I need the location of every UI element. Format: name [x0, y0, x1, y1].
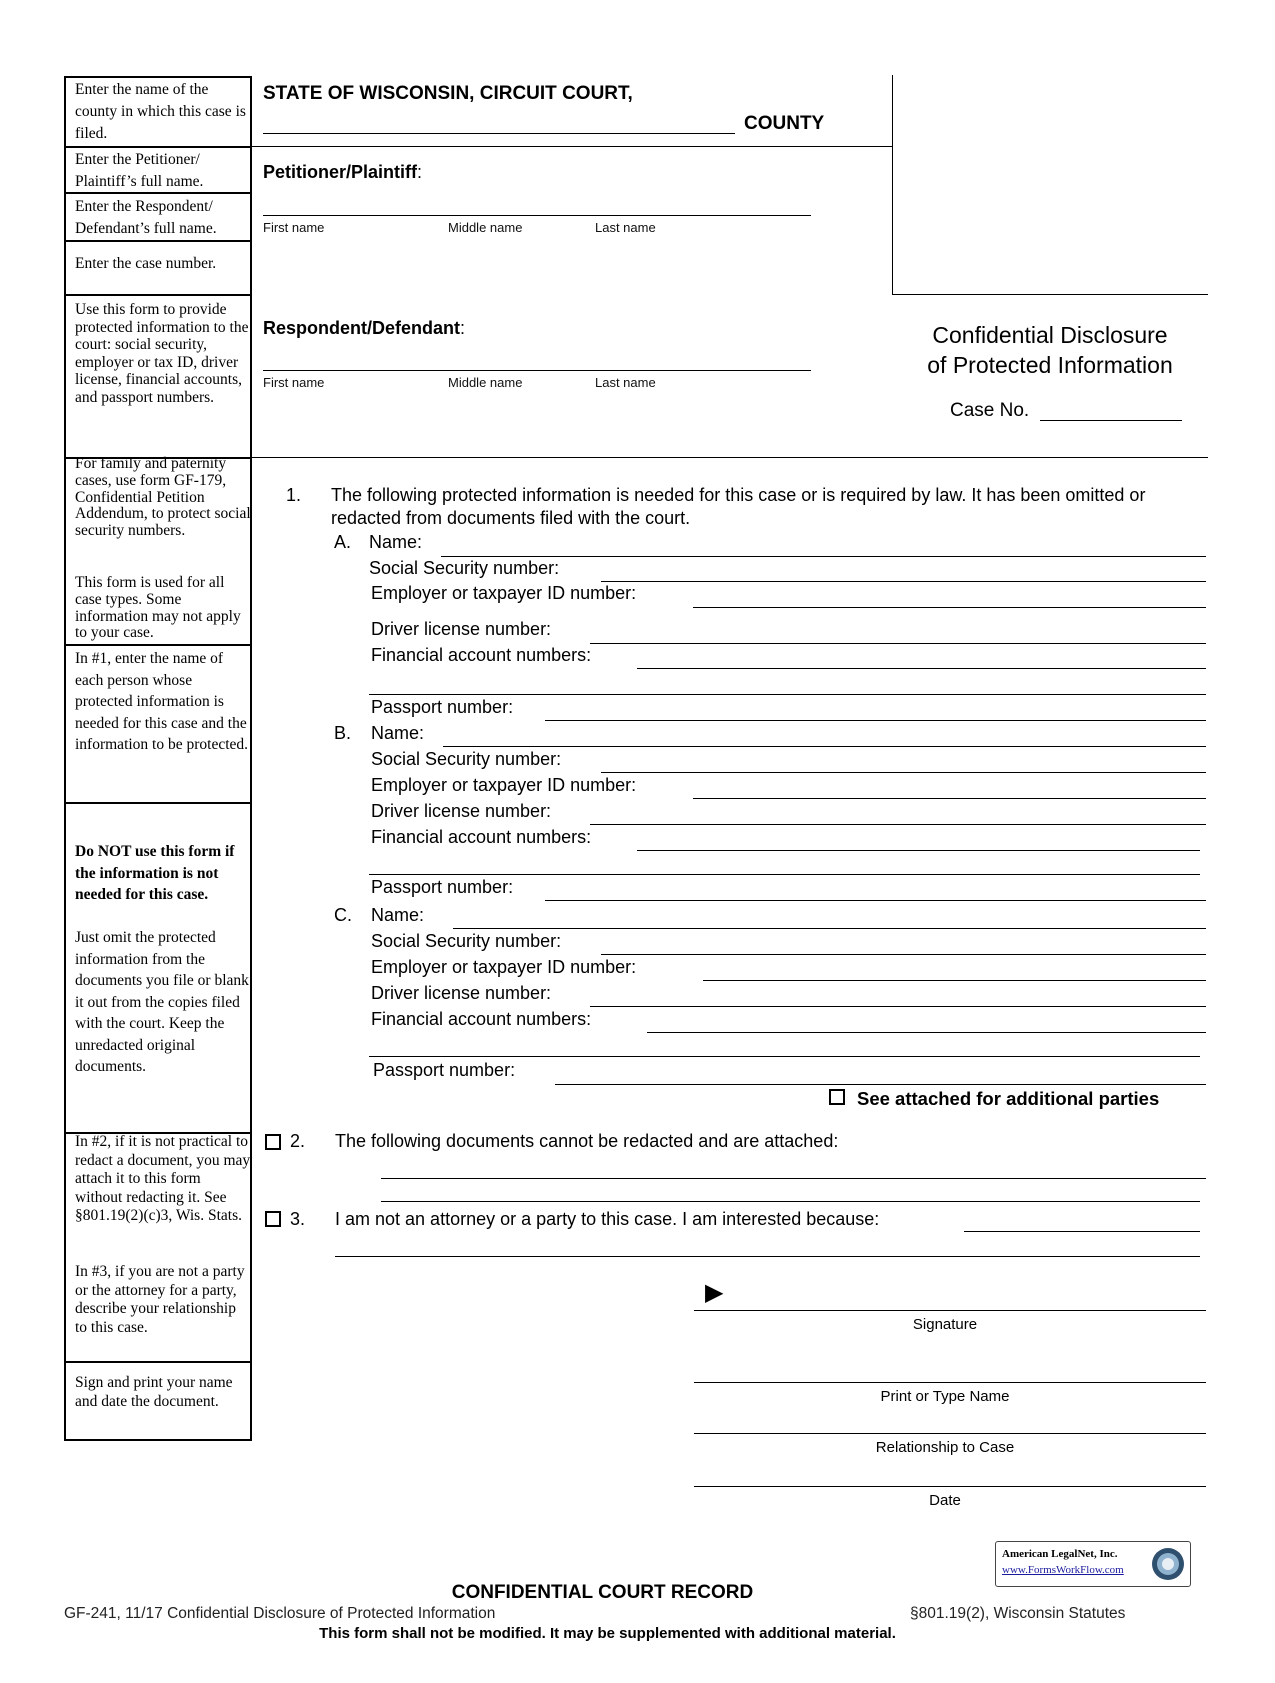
item2-line-1[interactable] — [381, 1178, 1206, 1179]
date-line[interactable] — [694, 1486, 1206, 1487]
globe-icon — [1150, 1546, 1186, 1582]
signature-arrow-icon: ▶ — [705, 1279, 724, 1306]
relationship-label: Relationship to Case — [875, 1439, 1015, 1456]
person-a-employer-label: Employer or taxpayer ID number: — [371, 583, 637, 603]
person-a-driver-line[interactable] — [590, 643, 1206, 644]
confidential-court-record: CONFIDENTIAL COURT RECORD — [451, 1582, 754, 1603]
person-c-letter: C. — [334, 905, 352, 925]
item3-text: I am not an attorney or a party to this case. I am interested because: — [335, 1209, 880, 1229]
person-c-driver-label: Driver license number: — [371, 983, 552, 1003]
case-no-input-line[interactable] — [1040, 420, 1182, 421]
item2-checkbox[interactable] — [265, 1134, 281, 1150]
publisher-logo — [995, 1541, 1191, 1587]
caption-vertical-rule — [892, 75, 893, 295]
person-c-name-label: Name: — [371, 905, 425, 925]
person-a-ssn-line[interactable] — [601, 581, 1206, 582]
item2-text: The following documents cannot be redacted and are attached: — [335, 1131, 839, 1151]
see-attached-checkbox[interactable] — [829, 1089, 845, 1105]
item2-number: 2. — [290, 1131, 306, 1151]
person-b-name-label: Name: — [371, 723, 425, 743]
petitioner-name-line[interactable] — [263, 215, 811, 216]
respondent-colon: : — [460, 318, 466, 338]
petitioner-first-name-label: First name — [263, 220, 325, 235]
respondent-name-line[interactable] — [263, 370, 811, 371]
item2-line-2[interactable] — [381, 1201, 1200, 1202]
sidebar-text-sign: Sign and print your name and date the document. — [75, 1374, 233, 1410]
respondent-middle-name-label: Middle name — [448, 375, 523, 390]
person-b-employer-line[interactable] — [693, 798, 1206, 799]
petitioner-label-text: Petitioner/Plaintiff — [263, 162, 418, 182]
county-input-line[interactable] — [263, 133, 735, 134]
sidebar-text-omit: Just omit the protected information from the documents you file or blank it out from the copies filed with the court. Keep the unredacted original documents. — [75, 929, 249, 1075]
person-b-letter: B. — [334, 723, 352, 743]
sidebar-text-purpose: Use this form to provide protected information to the court: social security, employer or tax ID, driver license, financial accounts, and passport numbers. — [75, 301, 249, 406]
person-b-ssn-line[interactable] — [601, 772, 1206, 773]
court-heading: STATE OF WISCONSIN, CIRCUIT COURT, — [263, 83, 633, 104]
relationship-line[interactable] — [694, 1433, 1206, 1434]
item3-number: 3. — [290, 1209, 306, 1229]
sidebar-text-petitioner: Enter the Petitioner/ Plaintiff’s full name. — [75, 151, 204, 190]
respondent-first-name-label: First name — [263, 375, 325, 390]
person-b-name-line[interactable] — [443, 746, 1206, 747]
sidebar-text-family: For family and paternity cases, use form GF-179, Confidential Petition Addendum, to protect social security numbers. — [75, 455, 251, 540]
respondent-last-name-label: Last name — [595, 375, 656, 390]
person-c-employer-label: Employer or taxpayer ID number: — [371, 957, 637, 977]
form-id: GF-241, 11/17 Confidential Disclosure of Protected Information — [64, 1605, 496, 1622]
sidebar-text-respondent: Enter the Respondent/ Defendant’s full name. — [75, 198, 217, 237]
sidebar-text-item3: In #3, if you are not a party or the attorney for a party, describe your relationship to this case. — [75, 1263, 245, 1336]
person-c-ssn-line[interactable] — [601, 954, 1206, 955]
person-a-driver-label: Driver license number: — [371, 619, 552, 639]
person-a-ssn-label: Social Security number: — [369, 558, 560, 578]
person-b-financial-line-2[interactable] — [369, 874, 1200, 875]
form-title-line1: Confidential Disclosure — [932, 322, 1168, 348]
county-label: COUNTY — [744, 113, 825, 134]
person-a-letter: A. — [334, 532, 352, 552]
petitioner-label — [263, 162, 422, 183]
person-c-financial-line-1[interactable] — [647, 1032, 1206, 1033]
person-c-driver-line[interactable] — [590, 1006, 1206, 1007]
see-attached-label: See attached for additional parties — [857, 1088, 1160, 1109]
caption-rule-1 — [252, 146, 893, 147]
person-b-driver-label: Driver license number: — [371, 801, 552, 821]
item1-number: 1. — [286, 485, 302, 505]
person-c-ssn-label: Social Security number: — [371, 931, 562, 951]
person-a-name-label: Name: — [369, 532, 423, 552]
signature-line[interactable] — [694, 1310, 1206, 1311]
print-name-line[interactable] — [694, 1382, 1206, 1383]
person-b-financial-label: Financial account numbers: — [371, 827, 592, 847]
person-b-passport-line[interactable] — [545, 900, 1206, 901]
date-label: Date — [929, 1492, 961, 1509]
person-c-passport-label: Passport number: — [373, 1060, 516, 1080]
item3-checkbox[interactable] — [265, 1211, 281, 1227]
respondent-label-text: Respondent/Defendant — [263, 318, 461, 338]
person-a-financial-line-2[interactable] — [369, 694, 1206, 695]
caption-rule-3 — [252, 457, 1208, 458]
item3-line-1[interactable] — [964, 1231, 1200, 1232]
item1-text: The following protected information is needed for this case or is required by law. It has been omitted or redacted from documents filed with the court. — [331, 485, 1146, 528]
person-c-financial-label: Financial account numbers: — [371, 1009, 592, 1029]
sidebar-text-item1: In #1, enter the name of each person whose protected information is needed for this case and the information to be protected. — [75, 650, 249, 753]
print-name-label: Print or Type Name — [880, 1388, 1010, 1405]
sidebar-text-case-types: This form is used for all case types. Some information may not apply to your case. — [75, 574, 241, 642]
person-a-employer-line[interactable] — [693, 607, 1206, 608]
person-b-driver-line[interactable] — [590, 824, 1206, 825]
petitioner-middle-name-label: Middle name — [448, 220, 523, 235]
person-c-employer-line[interactable] — [703, 980, 1206, 981]
petitioner-last-name-label: Last name — [595, 220, 656, 235]
person-b-financial-line-1[interactable] — [637, 850, 1200, 851]
signature-label: Signature — [912, 1316, 978, 1333]
person-a-passport-line[interactable] — [545, 720, 1206, 721]
publisher-name: American LegalNet, Inc. — [1002, 1548, 1118, 1560]
person-a-financial-label: Financial account numbers: — [371, 645, 592, 665]
petitioner-colon: : — [417, 162, 423, 182]
modification-notice: This form shall not be modified. It may be supplemented with additional material. — [319, 1625, 896, 1642]
caption-rule-2 — [892, 294, 1208, 295]
item3-line-2[interactable] — [335, 1256, 1200, 1257]
person-b-ssn-label: Social Security number: — [371, 749, 562, 769]
person-a-name-line[interactable] — [441, 556, 1206, 557]
sidebar-text-case-number: Enter the case number. — [75, 255, 217, 272]
form-title-line2: of Protected Information — [927, 352, 1173, 378]
person-a-financial-line-1[interactable] — [637, 668, 1206, 669]
respondent-label — [263, 318, 465, 339]
sidebar-text-item2: In #2, if it is not practical to redact a document, you may attach it to this form without redacting it. See §801.19(2)(c)3, Wis. Stats. — [75, 1133, 251, 1225]
sidebar-text-county: Enter the name of the county in which this case is filed. — [75, 81, 246, 142]
sidebar-text-do-not-use: Do NOT use this form if the information is not needed for this case. — [75, 843, 235, 903]
person-b-employer-label: Employer or taxpayer ID number: — [371, 775, 637, 795]
person-c-financial-line-2[interactable] — [369, 1056, 1200, 1057]
statute-reference: §801.19(2), Wisconsin Statutes — [910, 1605, 1126, 1622]
case-no-label: Case No. — [950, 400, 1030, 421]
person-b-passport-label: Passport number: — [371, 877, 514, 897]
person-a-passport-label: Passport number: — [371, 697, 514, 717]
person-c-name-line[interactable] — [453, 928, 1206, 929]
person-c-passport-line[interactable] — [555, 1084, 1206, 1085]
publisher-url[interactable]: www.FormsWorkFlow.com — [1002, 1564, 1124, 1576]
